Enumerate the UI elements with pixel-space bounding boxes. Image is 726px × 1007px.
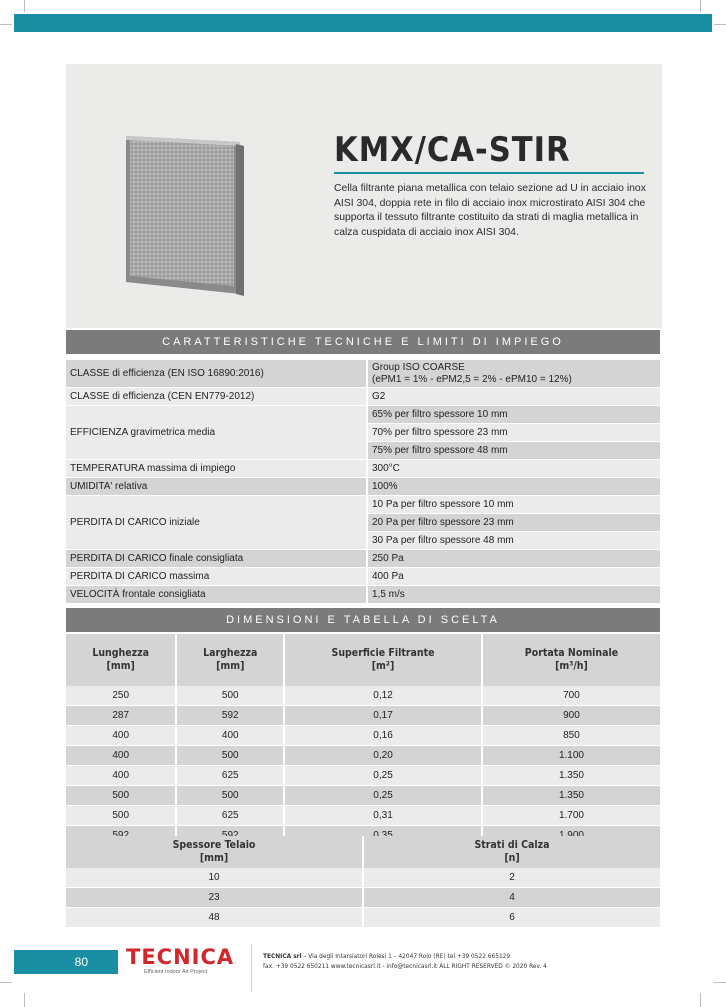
footer-divider [251,944,252,992]
crop-mark [0,982,12,983]
dimensions-column-header [66,634,176,686]
crop-mark [700,0,701,12]
dimensions-cell: 0,16 [284,726,482,746]
dimensions-cell: 1.100 [482,746,660,766]
spec-value: 10 Pa per filtro spessore 10 mm [367,496,660,514]
specs-section-header: CARATTERISTICHE TECNICHE E LIMITI DI IMPIEGO [66,330,660,354]
dimensions-column-header-line: [m³/h] [555,660,588,672]
spec-row [66,360,660,388]
crop-mark [714,24,726,25]
thickness-column-header-line: [mm] [199,852,229,864]
dimensions-column-header-line: [mm] [216,660,245,672]
product-description: Cella filtrante piana metallica con telaio sezione ad U in acciaio inox AISI 304, doppia rete in filo di acciaio inox microstirato AISI 304 che supporta il tessuto filtrante costituito da strati di maglia metallica in calza cuspidata di acciaio inox AISI 304. [334,183,646,238]
spec-label: VELOCITÀ frontale consigliata [66,586,367,604]
top-accent-bar [14,14,712,32]
dimensions-cell: 500 [176,746,284,766]
logo-wordmark: TECNICA [126,945,235,969]
dimensions-cell: 0,20 [284,746,482,766]
spec-label: PERDITA DI CARICO finale consigliata [66,550,367,568]
dimensions-row [66,766,660,786]
specs-table [66,360,660,604]
spec-label: CLASSE di efficienza (CEN EN779-2012) [66,388,367,406]
thickness-cell: 23 [66,888,363,908]
dimensions-cell: 400 [66,746,176,766]
spec-label: EFFICIENZA gravimetrica media [66,406,367,460]
dimensions-cell: 625 [176,806,284,826]
dimensions-column-header-line: Lunghezza [92,647,150,659]
thickness-column-header-line: Spessore Telaio [172,839,256,851]
thickness-cell: 2 [363,868,660,888]
spec-value: 400 Pa [367,568,660,586]
spec-row [66,496,660,514]
thickness-cell: 6 [363,908,660,928]
crop-mark [714,982,726,983]
thickness-column-header [363,836,660,868]
spec-value: 30 Pa per filtro spessore 48 mm [367,532,660,550]
thickness-cell: 4 [363,888,660,908]
dimensions-column-header [482,634,660,686]
spec-row [66,478,660,496]
spec-value: 1,5 m/s [367,586,660,604]
dimensions-cell: 592 [176,706,284,726]
page-number: 80 [14,950,118,974]
dimensions-cell: 700 [482,686,660,706]
dimensions-row [66,806,660,826]
dimensions-section-header: DIMENSIONI E TABELLA DI SCELTA [66,608,660,632]
dimensions-column-header-line: Superficie Filtrante [331,647,435,659]
dimensions-column-header-line: Portata Nominale [524,647,619,659]
thickness-row [66,868,660,888]
thickness-column-header [66,836,363,868]
thickness-table [66,836,660,928]
product-hero [66,64,662,328]
spec-value: 100% [367,478,660,496]
thickness-row [66,908,660,928]
thickness-cell: 48 [66,908,363,928]
spec-value [367,360,660,388]
spec-value: 250 Pa [367,550,660,568]
dimensions-cell: 0,25 [284,766,482,786]
spec-row [66,568,660,586]
footer-company: TECNICA srl [263,952,302,960]
spec-label: CLASSE di efficienza (EN ISO 16890:2016) [66,360,367,388]
dimensions-column-header-line: Larghezza [203,647,258,659]
spec-value: 65% per filtro spessore 10 mm [367,406,660,424]
dimensions-column-header [176,634,284,686]
dimensions-row [66,686,660,706]
dimensions-cell: 0,12 [284,686,482,706]
logo-tagline: Efficient Indoor Air Project [144,969,208,975]
dimensions-cell: 500 [66,786,176,806]
dimensions-cell: 900 [482,706,660,726]
dimensions-cell: 500 [176,786,284,806]
thickness-column-header-line: Strati di Calza [474,839,550,851]
dimensions-cell: 287 [66,706,176,726]
footer-contacts: fax. +39 0522 650211 www.tecnicasrl.it - info@tecnicasrl.it ALL RIGHT RESERVED © 2020 Rev. 4 [263,962,547,970]
dimensions-cell: 0,31 [284,806,482,826]
spec-row [66,388,660,406]
spec-value-line: (ePM1 = 1% - ePM2,5 = 2% - ePM10 = 12%) [372,373,572,385]
thickness-row [66,888,660,908]
dimensions-cell: 850 [482,726,660,746]
dimensions-column-header [284,634,482,686]
spec-value: 20 Pa per filtro spessore 23 mm [367,514,660,532]
spec-label: TEMPERATURA massima di impiego [66,460,367,478]
dimensions-cell: 1.350 [482,786,660,806]
dimensions-cell: 500 [66,806,176,826]
dimensions-cell: 1.700 [482,806,660,826]
thickness-column-header-line: [n] [504,852,520,864]
dimensions-column-header-line: [m²] [371,660,395,672]
spec-value: 75% per filtro spessore 48 mm [367,442,660,460]
spec-row [66,550,660,568]
product-title: KMX/CA-STIR [334,130,571,170]
dimensions-cell: 625 [176,766,284,786]
spec-value: 70% per filtro spessore 23 mm [367,424,660,442]
dimensions-cell: 400 [176,726,284,746]
spec-label: UMIDITA' relativa [66,478,367,496]
spec-value: G2 [367,388,660,406]
dimensions-table [66,634,660,846]
spec-label: PERDITA DI CARICO iniziale [66,496,367,550]
dimensions-cell: 250 [66,686,176,706]
dimensions-row [66,706,660,726]
dimensions-cell: 0,25 [284,786,482,806]
spec-row [66,460,660,478]
metal-filter-image [120,132,248,298]
spec-label: PERDITA DI CARICO massima [66,568,367,586]
crop-mark [24,993,25,1007]
crop-mark [0,24,12,25]
dimensions-row [66,746,660,766]
dimensions-cell: 0,17 [284,706,482,726]
company-logo [126,946,234,975]
crop-mark [24,0,25,12]
spec-row [66,406,660,424]
spec-row [66,586,660,604]
dimensions-cell: 500 [176,686,284,706]
dimensions-row [66,786,660,806]
dimensions-column-header-line: [mm] [106,660,135,672]
dimensions-cell: 400 [66,726,176,746]
title-underline [334,172,644,174]
footer-address: TECNICA srl – Via degli Intarsiatori Rolesi 1 – 42047 Rolo (RE) tel.+39 0522 665129 [263,952,511,960]
dimensions-row [66,726,660,746]
thickness-cell: 10 [66,868,363,888]
crop-mark [700,993,701,1007]
spec-value-line: Group ISO COARSE [372,361,465,373]
footer-contact [263,951,547,971]
dimensions-cell: 1.350 [482,766,660,786]
dimensions-cell: 400 [66,766,176,786]
spec-value: 300°C [367,460,660,478]
